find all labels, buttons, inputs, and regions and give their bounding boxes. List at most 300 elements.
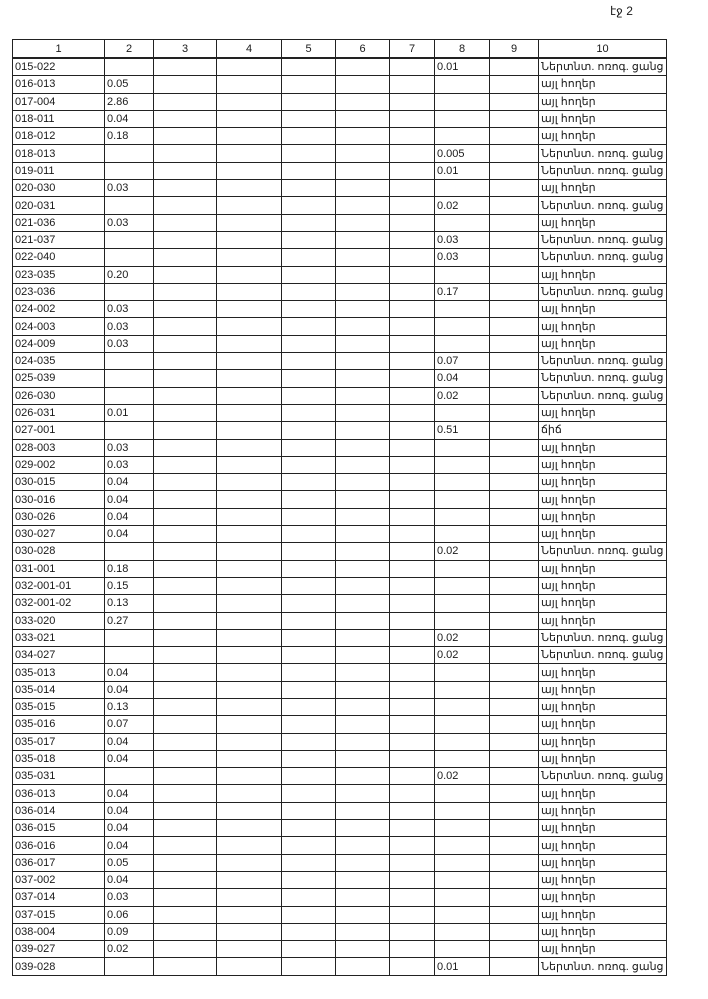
cell-col-1: 032-001-02 (13, 595, 105, 612)
cell-col-10: այլ հողեր (539, 214, 667, 231)
cell-col-5 (282, 335, 336, 352)
cell-col-1: 021-037 (13, 231, 105, 248)
cell-col-1: 028-003 (13, 439, 105, 456)
cell-col-1: 033-021 (13, 629, 105, 646)
cell-col-10: այլ հողեր (539, 526, 667, 543)
cell-col-1: 016-013 (13, 76, 105, 93)
cell-col-1: 018-013 (13, 145, 105, 162)
cell-col-6 (336, 889, 390, 906)
cell-col-2: 0.04 (105, 785, 154, 802)
table-row (13, 837, 667, 854)
cell-col-2 (105, 629, 154, 646)
cell-col-6 (336, 906, 390, 923)
cell-col-7 (390, 197, 435, 214)
cell-col-6 (336, 370, 390, 387)
cell-col-9 (490, 854, 539, 871)
column-header-8: 8 (435, 40, 490, 59)
table-row (13, 439, 667, 456)
cell-col-6 (336, 664, 390, 681)
cell-col-1: 030-027 (13, 526, 105, 543)
cell-col-3 (154, 508, 217, 525)
cell-col-2: 2.86 (105, 93, 154, 110)
cell-col-10: Ներտնտ. ոռոգ. ցանց (539, 231, 667, 248)
cell-col-2 (105, 283, 154, 300)
cell-col-4 (217, 543, 282, 560)
table-row (13, 249, 667, 266)
cell-col-9 (490, 958, 539, 975)
cell-col-8 (435, 456, 490, 473)
cell-col-3 (154, 716, 217, 733)
cell-col-5 (282, 283, 336, 300)
table-row (13, 716, 667, 733)
cell-col-3 (154, 577, 217, 594)
cell-col-6 (336, 785, 390, 802)
cell-col-7 (390, 577, 435, 594)
cell-col-4 (217, 335, 282, 352)
table-row (13, 266, 667, 283)
cell-col-3 (154, 785, 217, 802)
cell-col-4 (217, 110, 282, 127)
cell-col-8: 0.03 (435, 249, 490, 266)
cell-col-8: 0.04 (435, 370, 490, 387)
cell-col-1: 020-031 (13, 197, 105, 214)
cell-col-2 (105, 647, 154, 664)
table-row (13, 214, 667, 231)
cell-col-1: 030-028 (13, 543, 105, 560)
cell-col-8 (435, 404, 490, 421)
cell-col-7 (390, 958, 435, 975)
cell-col-8 (435, 577, 490, 594)
cell-col-10: այլ հողեր (539, 318, 667, 335)
cell-col-10: այլ հողեր (539, 508, 667, 525)
cell-col-1: 037-015 (13, 906, 105, 923)
cell-col-1: 034-027 (13, 647, 105, 664)
table-row (13, 543, 667, 560)
cell-col-10: այլ հողեր (539, 335, 667, 352)
cell-col-2 (105, 58, 154, 76)
cell-col-8: 0.02 (435, 387, 490, 404)
cell-col-6 (336, 249, 390, 266)
cell-col-5 (282, 750, 336, 767)
cell-col-8: 0.17 (435, 283, 490, 300)
cell-col-10: այլ հողեր (539, 820, 667, 837)
cell-col-1: 030-016 (13, 491, 105, 508)
cell-col-3 (154, 923, 217, 940)
cell-col-10: Ներտնտ. ոռոգ. ցանց (539, 543, 667, 560)
table-row (13, 941, 667, 958)
cell-col-1: 030-015 (13, 474, 105, 491)
table-row (13, 58, 667, 76)
cell-col-6 (336, 128, 390, 145)
cell-col-2: 0.04 (105, 491, 154, 508)
cell-col-4 (217, 249, 282, 266)
table-row (13, 491, 667, 508)
cell-col-8 (435, 941, 490, 958)
cell-col-3 (154, 681, 217, 698)
cell-col-3 (154, 145, 217, 162)
land-parcel-table (12, 39, 667, 976)
cell-col-2 (105, 370, 154, 387)
cell-col-10: Ներտնտ. ոռոգ. ցանց (539, 197, 667, 214)
cell-col-9 (490, 560, 539, 577)
cell-col-7 (390, 508, 435, 525)
cell-col-9 (490, 698, 539, 715)
column-header-5: 5 (282, 40, 336, 59)
cell-col-2: 0.03 (105, 214, 154, 231)
cell-col-3 (154, 629, 217, 646)
cell-col-3 (154, 837, 217, 854)
cell-col-7 (390, 283, 435, 300)
cell-col-7 (390, 162, 435, 179)
cell-col-8 (435, 906, 490, 923)
cell-col-4 (217, 301, 282, 318)
cell-col-10: այլ հողեր (539, 110, 667, 127)
cell-col-3 (154, 180, 217, 197)
cell-col-2: 0.04 (105, 526, 154, 543)
cell-col-1: 031-001 (13, 560, 105, 577)
cell-col-4 (217, 647, 282, 664)
cell-col-9 (490, 404, 539, 421)
cell-col-2: 0.05 (105, 854, 154, 871)
cell-col-8 (435, 595, 490, 612)
cell-col-9 (490, 802, 539, 819)
cell-col-9 (490, 733, 539, 750)
cell-col-3 (154, 526, 217, 543)
table-row (13, 145, 667, 162)
cell-col-9 (490, 595, 539, 612)
cell-col-7 (390, 318, 435, 335)
cell-col-6 (336, 733, 390, 750)
cell-col-5 (282, 162, 336, 179)
cell-col-6 (336, 508, 390, 525)
cell-col-9 (490, 474, 539, 491)
cell-col-9 (490, 249, 539, 266)
cell-col-6 (336, 854, 390, 871)
cell-col-9 (490, 629, 539, 646)
cell-col-2: 0.03 (105, 180, 154, 197)
cell-col-6 (336, 214, 390, 231)
cell-col-8 (435, 871, 490, 888)
cell-col-1: 023-036 (13, 283, 105, 300)
cell-col-6 (336, 577, 390, 594)
cell-col-5 (282, 370, 336, 387)
column-header-3: 3 (154, 40, 217, 59)
cell-col-6 (336, 231, 390, 248)
cell-col-5 (282, 837, 336, 854)
table-row (13, 197, 667, 214)
cell-col-10: այլ հողեր (539, 716, 667, 733)
cell-col-8 (435, 560, 490, 577)
cell-col-4 (217, 214, 282, 231)
cell-col-7 (390, 612, 435, 629)
cell-col-4 (217, 58, 282, 76)
cell-col-8 (435, 491, 490, 508)
table-row (13, 871, 667, 888)
cell-col-7 (390, 439, 435, 456)
cell-col-7 (390, 750, 435, 767)
cell-col-6 (336, 180, 390, 197)
cell-col-3 (154, 110, 217, 127)
cell-col-4 (217, 681, 282, 698)
cell-col-2 (105, 387, 154, 404)
cell-col-3 (154, 231, 217, 248)
cell-col-4 (217, 768, 282, 785)
cell-col-4 (217, 526, 282, 543)
cell-col-4 (217, 283, 282, 300)
cell-col-9 (490, 785, 539, 802)
cell-col-2 (105, 197, 154, 214)
cell-col-7 (390, 474, 435, 491)
cell-col-5 (282, 145, 336, 162)
cell-col-3 (154, 387, 217, 404)
cell-col-6 (336, 162, 390, 179)
cell-col-7 (390, 249, 435, 266)
cell-col-8 (435, 526, 490, 543)
cell-col-9 (490, 214, 539, 231)
cell-col-10: այլ հողեր (539, 664, 667, 681)
cell-col-7 (390, 664, 435, 681)
cell-col-3 (154, 353, 217, 370)
cell-col-5 (282, 698, 336, 715)
cell-col-6 (336, 353, 390, 370)
cell-col-10: այլ հողեր (539, 871, 667, 888)
cell-col-7 (390, 526, 435, 543)
cell-col-10: Ներտնտ. ոռոգ. ցանց (539, 387, 667, 404)
cell-col-9 (490, 508, 539, 525)
cell-col-8 (435, 301, 490, 318)
cell-col-5 (282, 110, 336, 127)
cell-col-5 (282, 716, 336, 733)
table-row (13, 162, 667, 179)
cell-col-5 (282, 231, 336, 248)
cell-col-2: 0.18 (105, 128, 154, 145)
cell-col-10: Ներտնտ. ոռոգ. ցանց (539, 370, 667, 387)
cell-col-4 (217, 93, 282, 110)
cell-col-7 (390, 560, 435, 577)
cell-col-6 (336, 197, 390, 214)
cell-col-10: այլ հողեր (539, 560, 667, 577)
cell-col-9 (490, 681, 539, 698)
cell-col-7 (390, 76, 435, 93)
cell-col-2: 0.04 (105, 802, 154, 819)
cell-col-3 (154, 58, 217, 76)
cell-col-5 (282, 422, 336, 439)
cell-col-5 (282, 612, 336, 629)
table-row (13, 76, 667, 93)
cell-col-4 (217, 595, 282, 612)
cell-col-7 (390, 768, 435, 785)
cell-col-7 (390, 266, 435, 283)
cell-col-4 (217, 508, 282, 525)
cell-col-4 (217, 439, 282, 456)
cell-col-10: այլ հողեր (539, 128, 667, 145)
cell-col-2 (105, 231, 154, 248)
cell-col-5 (282, 733, 336, 750)
cell-col-1: 017-004 (13, 93, 105, 110)
cell-col-6 (336, 698, 390, 715)
cell-col-4 (217, 612, 282, 629)
table-row (13, 318, 667, 335)
cell-col-3 (154, 733, 217, 750)
cell-col-1: 033-020 (13, 612, 105, 629)
cell-col-6 (336, 923, 390, 940)
cell-col-6 (336, 491, 390, 508)
cell-col-3 (154, 301, 217, 318)
cell-col-2: 0.04 (105, 837, 154, 854)
cell-col-1: 035-013 (13, 664, 105, 681)
cell-col-8 (435, 698, 490, 715)
cell-col-3 (154, 404, 217, 421)
cell-col-10: այլ հողեր (539, 439, 667, 456)
cell-col-6 (336, 456, 390, 473)
table-row (13, 370, 667, 387)
cell-col-1: 036-015 (13, 820, 105, 837)
cell-col-5 (282, 820, 336, 837)
cell-col-6 (336, 76, 390, 93)
cell-col-7 (390, 422, 435, 439)
cell-col-4 (217, 387, 282, 404)
cell-col-8 (435, 923, 490, 940)
cell-col-10: այլ հողեր (539, 941, 667, 958)
cell-col-7 (390, 93, 435, 110)
cell-col-7 (390, 889, 435, 906)
table-row (13, 612, 667, 629)
cell-col-1: 026-031 (13, 404, 105, 421)
cell-col-9 (490, 664, 539, 681)
cell-col-5 (282, 318, 336, 335)
cell-col-5 (282, 802, 336, 819)
cell-col-5 (282, 266, 336, 283)
cell-col-8 (435, 750, 490, 767)
table-row (13, 110, 667, 127)
cell-col-8 (435, 93, 490, 110)
cell-col-9 (490, 439, 539, 456)
cell-col-2 (105, 353, 154, 370)
cell-col-6 (336, 750, 390, 767)
cell-col-7 (390, 941, 435, 958)
cell-col-7 (390, 733, 435, 750)
cell-col-10: այլ հողեր (539, 785, 667, 802)
cell-col-8 (435, 508, 490, 525)
cell-col-4 (217, 370, 282, 387)
cell-col-9 (490, 335, 539, 352)
cell-col-2: 0.03 (105, 301, 154, 318)
cell-col-2: 0.13 (105, 595, 154, 612)
cell-col-8 (435, 439, 490, 456)
cell-col-5 (282, 560, 336, 577)
cell-col-3 (154, 750, 217, 767)
cell-col-2 (105, 422, 154, 439)
table-row (13, 508, 667, 525)
table-header-row (13, 40, 667, 59)
cell-col-2: 0.15 (105, 577, 154, 594)
cell-col-5 (282, 923, 336, 940)
cell-col-9 (490, 820, 539, 837)
cell-col-1: 025-039 (13, 370, 105, 387)
cell-col-5 (282, 491, 336, 508)
cell-col-9 (490, 301, 539, 318)
cell-col-1: 020-030 (13, 180, 105, 197)
cell-col-9 (490, 491, 539, 508)
cell-col-7 (390, 353, 435, 370)
cell-col-3 (154, 214, 217, 231)
cell-col-5 (282, 768, 336, 785)
cell-col-5 (282, 958, 336, 975)
cell-col-1: 036-017 (13, 854, 105, 871)
table-row (13, 629, 667, 646)
cell-col-8: 0.01 (435, 58, 490, 76)
cell-col-4 (217, 266, 282, 283)
cell-col-2: 0.05 (105, 76, 154, 93)
cell-col-1: 024-035 (13, 353, 105, 370)
cell-col-2: 0.04 (105, 820, 154, 837)
cell-col-6 (336, 387, 390, 404)
cell-col-4 (217, 577, 282, 594)
cell-col-8 (435, 854, 490, 871)
cell-col-7 (390, 854, 435, 871)
cell-col-5 (282, 526, 336, 543)
cell-col-3 (154, 647, 217, 664)
cell-col-9 (490, 128, 539, 145)
cell-col-7 (390, 231, 435, 248)
cell-col-7 (390, 802, 435, 819)
cell-col-5 (282, 595, 336, 612)
page-number: էջ 2 (610, 4, 633, 18)
cell-col-1: 037-014 (13, 889, 105, 906)
cell-col-9 (490, 526, 539, 543)
cell-col-5 (282, 629, 336, 646)
cell-col-9 (490, 197, 539, 214)
cell-col-3 (154, 249, 217, 266)
cell-col-4 (217, 422, 282, 439)
cell-col-7 (390, 335, 435, 352)
cell-col-2: 0.07 (105, 716, 154, 733)
table-row (13, 301, 667, 318)
cell-col-6 (336, 560, 390, 577)
cell-col-8: 0.02 (435, 197, 490, 214)
table-body (13, 58, 667, 975)
cell-col-5 (282, 197, 336, 214)
cell-col-7 (390, 543, 435, 560)
cell-col-1: 036-013 (13, 785, 105, 802)
cell-col-7 (390, 837, 435, 854)
cell-col-9 (490, 58, 539, 76)
cell-col-5 (282, 474, 336, 491)
table-row (13, 647, 667, 664)
cell-col-1: 032-001-01 (13, 577, 105, 594)
cell-col-2 (105, 543, 154, 560)
cell-col-7 (390, 387, 435, 404)
cell-col-10: այլ հողեր (539, 889, 667, 906)
cell-col-9 (490, 145, 539, 162)
cell-col-6 (336, 318, 390, 335)
cell-col-1: 018-011 (13, 110, 105, 127)
cell-col-2: 0.04 (105, 750, 154, 767)
column-header-1: 1 (13, 40, 105, 59)
table-row (13, 698, 667, 715)
cell-col-6 (336, 958, 390, 975)
cell-col-3 (154, 370, 217, 387)
cell-col-10: այլ հողեր (539, 906, 667, 923)
cell-col-9 (490, 162, 539, 179)
table-row (13, 404, 667, 421)
cell-col-9 (490, 422, 539, 439)
cell-col-10: Ներտնտ. ոռոգ. ցանց (539, 283, 667, 300)
cell-col-5 (282, 906, 336, 923)
cell-col-5 (282, 664, 336, 681)
cell-col-10: այլ հողեր (539, 404, 667, 421)
cell-col-4 (217, 162, 282, 179)
